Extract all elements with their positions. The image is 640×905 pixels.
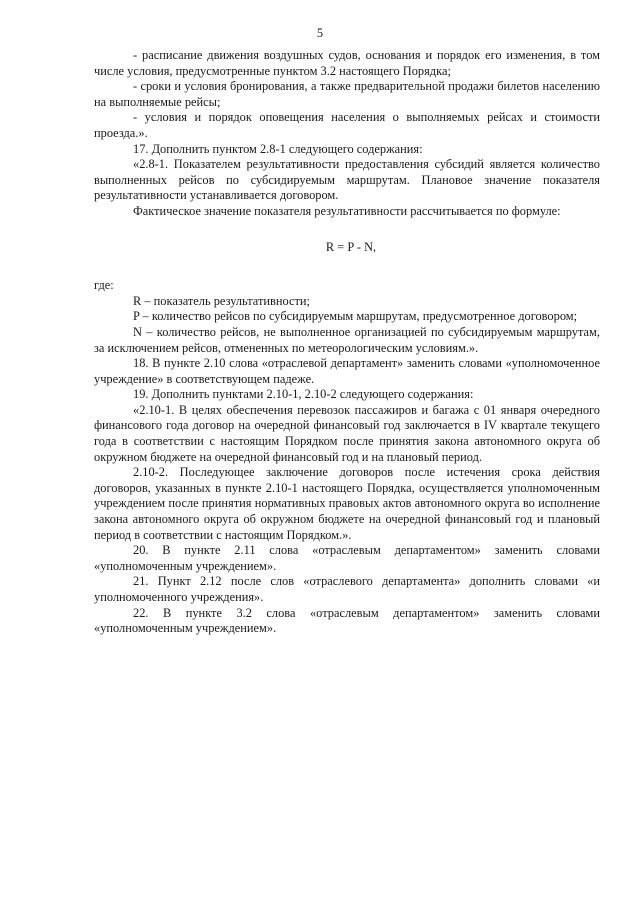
- definition: R – показатель результативности;: [133, 293, 310, 308]
- page-number: 5: [316, 26, 324, 40]
- paragraph: 19. Дополнить пунктами 2.10-1, 2.10-2 следующего содержания:: [133, 387, 474, 402]
- paragraph: 2.10-2. Последующее заключение договоров после истечения срока действия договоров, указанных в пункте 2.10-1 настоящего Порядка, осуществляется уполномоченным учреждением после принятия нормативных правовых актов автономного округа во исполнение закона автономного округа об окружном бюджете на очередной финансовый год и плановый период в соответствии с настоящим Порядком.».: [94, 465, 600, 542]
- formula: R = P - N,: [325, 239, 377, 254]
- paragraph: - условия и порядок оповещения населения о выполняемых рейсах и стоимости проезда.».: [94, 110, 600, 140]
- paragraph: 18. В пункте 2.10 слова «отраслевой департамент» заменить словами «уполномоченное учреждение» в соответствующем падеже.: [94, 356, 600, 386]
- paragraph: «2.8-1. Показателем результативности предоставления субсидий является количество выполненных рейсов по субсидируемым маршрутам. Плановое значение показателя результативности устанавливается договором.: [94, 157, 600, 203]
- document-body: [94, 48, 600, 637]
- definition: P – количество рейсов по субсидируемым маршрутам, предусмотренное договором;: [133, 309, 578, 324]
- paragraph: 22. В пункте 3.2 слова «отраслевым департаментом» заменить словами «уполномоченным учреждением».: [94, 605, 600, 636]
- paragraph: «2.10-1. В целях обеспечения перевозок пассажиров и багажа с 01 января очередного финансового года договор на очередной финансовый год заключается в IV квартале текущего года в соответствии с настоящим Порядком после принятия закона автономного округа об окружном бюджете на очередной финансовый год и на плановый период.: [94, 402, 600, 464]
- definition: N – количество рейсов, не выполненное организацией по субсидируемым маршрутам, за исключением рейсов, отмененных по метеорологическим условиям.».: [94, 324, 600, 355]
- paragraph: 20. В пункте 2.11 слова «отраслевым департаментом» заменить словами «уполномоченным учреждением».: [94, 543, 600, 573]
- paragraph: 17. Дополнить пунктом 2.8-1 следующего содержания:: [133, 141, 423, 156]
- paragraph: - расписание движения воздушных судов, основания и порядок его изменения, в том числе условия, предусмотренные пунктом 3.2 настоящего Порядка;: [94, 48, 600, 78]
- where-label: где:: [94, 278, 114, 293]
- paragraph: Фактическое значение показателя результативности рассчитывается по формуле:: [133, 203, 561, 218]
- paragraph: - сроки и условия бронирования, а также предварительной продажи билетов населению на выполняемые рейсы;: [94, 79, 600, 109]
- paragraph: 21. Пункт 2.12 после слов «отраслевого департамента» дополнить словами «и уполномоченного учреждения».: [94, 574, 600, 604]
